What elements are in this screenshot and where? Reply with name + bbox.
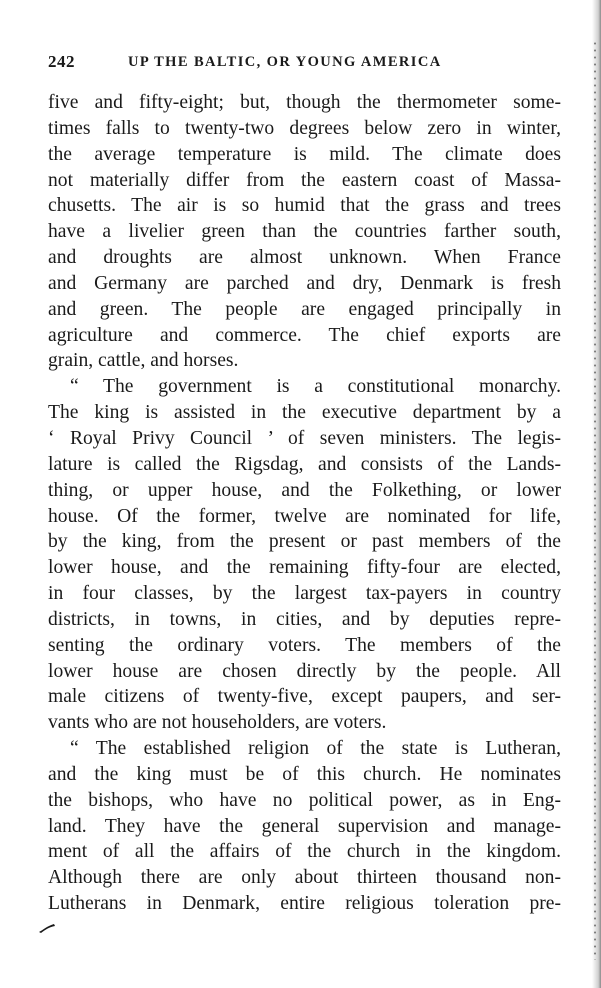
text-line: in four classes, by the largest tax-payers in country <box>48 583 561 605</box>
paragraph-start-line: “ The established religion of the state is Lutheran, <box>70 738 561 760</box>
text-line: chusetts. The air is so humid that the grass and trees <box>48 195 561 217</box>
text-line: lower house are chosen directly by the people. All <box>48 660 561 682</box>
text-line: and droughts are almost unknown. When France <box>48 247 561 269</box>
text-line: times falls to twenty-two degrees below zero in winter, <box>48 117 561 139</box>
text-line: The king is assisted in the executive department by a <box>48 402 561 424</box>
text-line: land. They have the general supervision and manage- <box>48 815 561 837</box>
text-line: and Germany are parched and dry, Denmark is fresh <box>48 272 561 294</box>
text-line: thing, or upper house, and the Folkething, or lower <box>48 479 561 501</box>
text-line: by the king, from the present or past members of the <box>48 531 561 553</box>
page-number: 242 <box>48 52 75 71</box>
text-line: the bishops, who have no political power, as in Eng- <box>48 789 561 811</box>
page-edge-specks <box>593 40 597 960</box>
text-line: lower house, and the remaining fifty-four are elected, <box>48 557 561 579</box>
text-line: not materially differ from the eastern coast of Massa- <box>48 169 561 191</box>
ink-smudge-icon <box>38 922 56 934</box>
text-line: districts, in towns, in cities, and by deputies repre- <box>48 608 561 630</box>
paragraph-start-line: “ The government is a constitutional monarchy. <box>70 376 561 398</box>
text-line: ‘ Royal Privy Council ’ of seven ministers. The legis- <box>48 427 561 449</box>
text-line: have a livelier green than the countries farther south, <box>48 221 561 243</box>
text-line: Although there are only about thirteen thousand non- <box>48 867 561 889</box>
text-line: agriculture and commerce. The chief exports are <box>48 324 561 346</box>
text-line: vants who are not householders, are voters. <box>48 712 387 734</box>
text-line: grain, cattle, and horses. <box>48 350 239 372</box>
body-text <box>48 90 561 917</box>
text-line: and the king must be of this church. He nominates <box>48 763 561 785</box>
text-line: the average temperature is mild. The climate does <box>48 143 561 165</box>
running-title: UP THE BALTIC, OR YOUNG AMERICA <box>128 54 442 70</box>
text-line: male citizens of twenty-five, except paupers, and ser- <box>48 686 561 708</box>
text-line: Lutherans in Denmark, entire religious toleration pre- <box>48 893 561 915</box>
text-line: five and fifty-eight; but, though the thermometer some- <box>48 92 561 113</box>
text-line: house. Of the former, twelve are nominated for life, <box>48 505 561 527</box>
text-line: ment of all the affairs of the church in the kingdom. <box>48 841 561 863</box>
text-line: senting the ordinary voters. The members of the <box>48 634 561 656</box>
text-line: and green. The people are engaged principally in <box>48 298 561 320</box>
text-line: lature is called the Rigsdag, and consists of the Lands- <box>48 453 561 475</box>
running-head <box>48 52 560 74</box>
